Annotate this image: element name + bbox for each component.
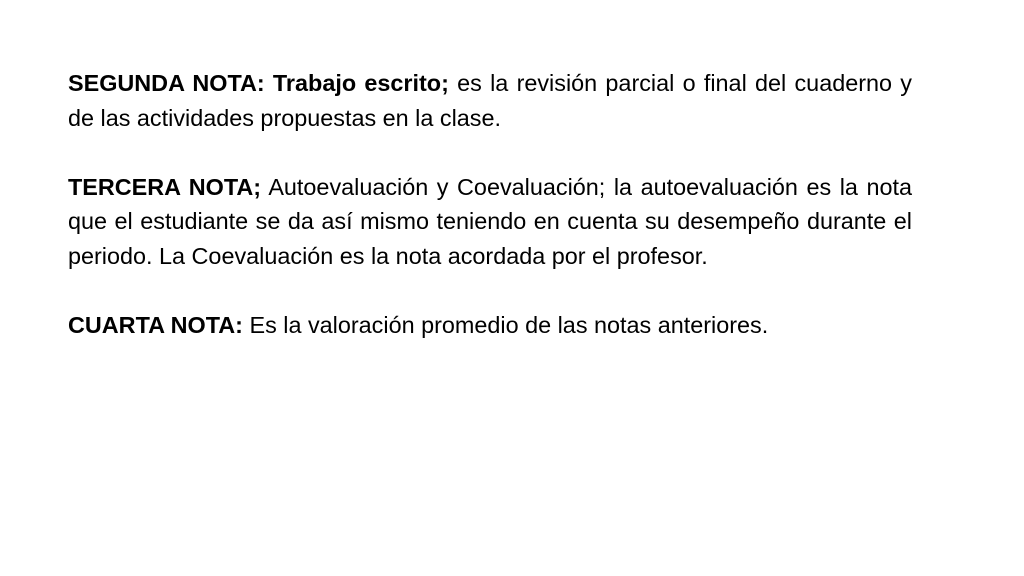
paragraph-tercera-nota xyxy=(68,170,912,274)
paragraph-body: Es la valoración promedio de las notas anteriores. xyxy=(249,311,769,338)
paragraph-heading: TERCERA NOTA; xyxy=(68,173,262,200)
paragraph-spacer xyxy=(68,273,912,308)
slide-text-block xyxy=(68,66,912,342)
paragraph-spacer xyxy=(68,135,912,170)
paragraph-body: Autoevaluación y Coevaluación; la autoevaluación es la nota que el estudiante se da así mismo teniendo en cuenta su desempeño durante el periodo. La Coevaluación es la nota acordada por el profesor. xyxy=(68,173,912,269)
paragraph-cuarta-nota xyxy=(68,308,912,343)
paragraph-segunda-nota xyxy=(68,66,912,135)
paragraph-heading: CUARTA NOTA: xyxy=(68,311,243,338)
paragraph-body: es la revisión parcial o final del cuaderno y de las actividades propuestas en la clase. xyxy=(68,70,912,131)
paragraph-heading: SEGUNDA NOTA: Trabajo escrito; xyxy=(68,70,449,96)
